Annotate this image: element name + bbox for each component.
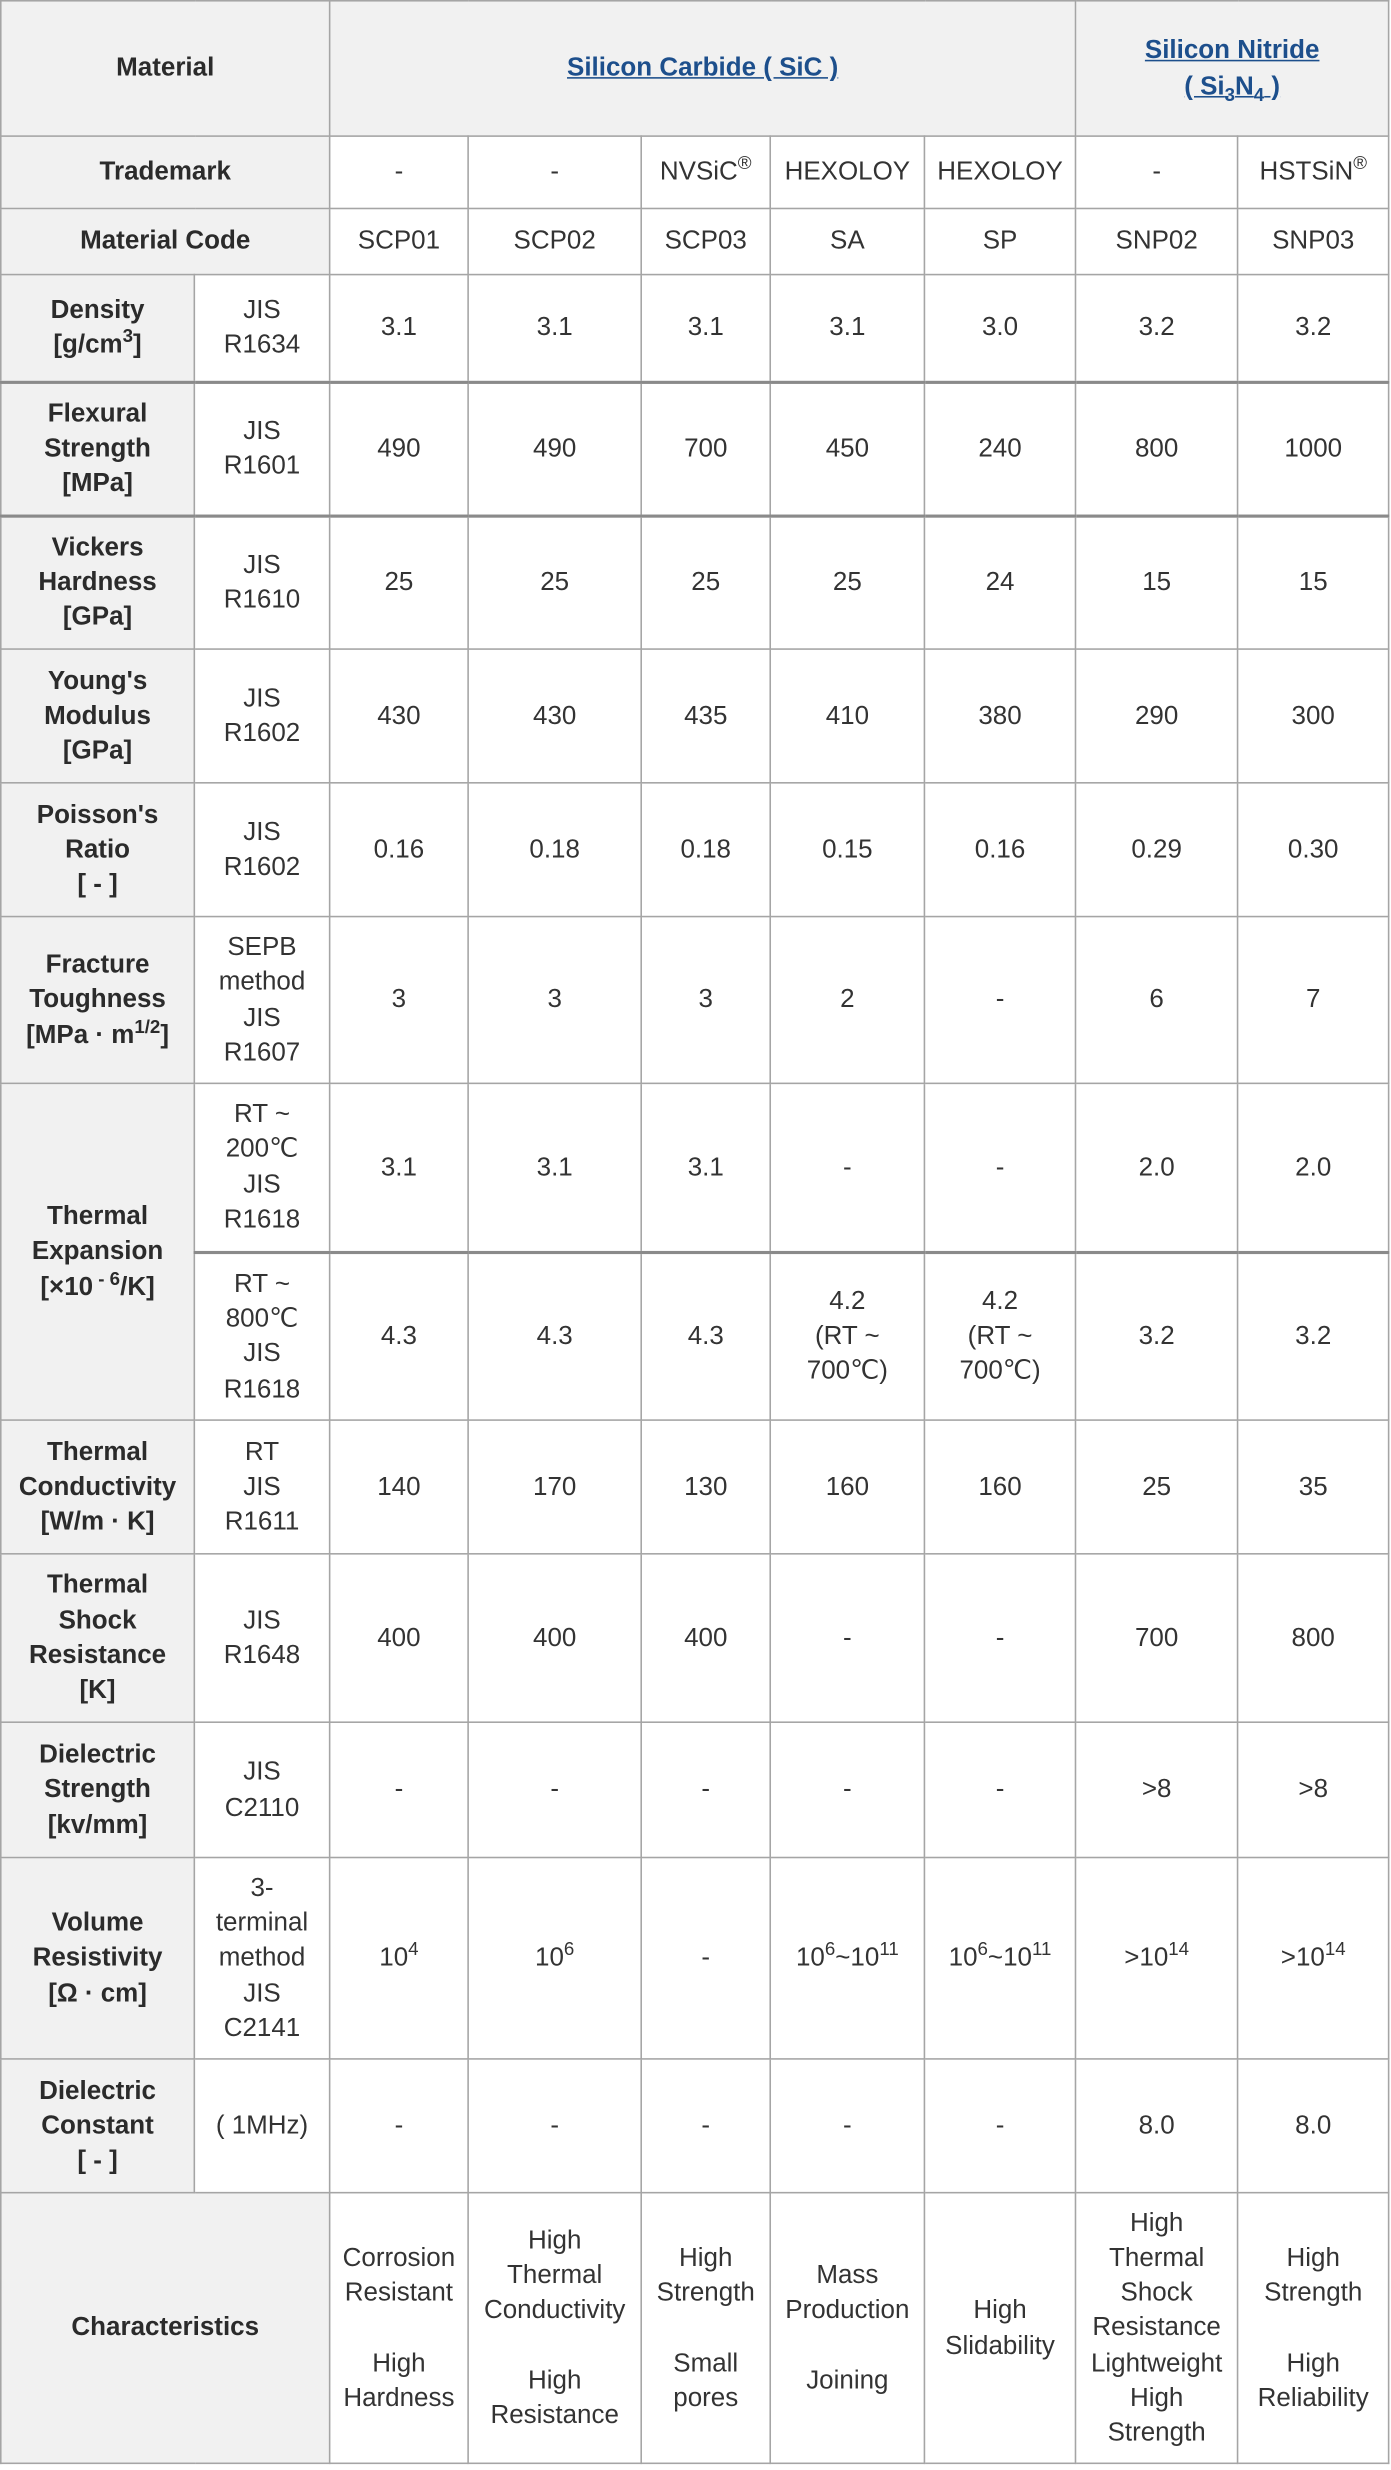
density-standard: JIS R1634: [194, 275, 329, 382]
dielectric-constant-row: [1, 2059, 1389, 2193]
trademark-cell: -: [330, 136, 468, 208]
flexural-strength-value: 450: [770, 382, 924, 516]
flexural-strength-value: 700: [641, 382, 770, 516]
characteristics-label: Characteristics: [1, 2193, 330, 2464]
thermal-shock-label: Thermal Shock Resistance [K]: [1, 1554, 195, 1722]
dielectric-strength-row: [1, 1722, 1389, 1857]
vickers-hardness-value: 25: [770, 515, 924, 649]
vickers-hardness-value: 15: [1076, 515, 1238, 649]
density-row: [1, 275, 1389, 382]
sic-header: [330, 1, 1076, 136]
dielectric-strength-value: -: [468, 1722, 641, 1857]
trademark-cell: -: [468, 136, 641, 208]
flexural-strength-row: [1, 382, 1389, 516]
dielectric-strength-value: -: [924, 1722, 1075, 1857]
fracture-toughness-value: 3: [641, 917, 770, 1084]
header-row: [1, 1, 1389, 136]
thermal-expansion-label: Thermal Expansion [×10 $^{- 6}$/K]: [1, 1083, 195, 1420]
trademark-cell: NVSiC®: [641, 136, 770, 208]
thermal-conductivity-row: [1, 1420, 1389, 1554]
dielectric-strength-value: -: [330, 1722, 468, 1857]
flexural-strength-value: 800: [1076, 382, 1238, 516]
density-value: 3.0: [924, 275, 1075, 382]
thermal-expansion-row-200: [1, 1083, 1389, 1251]
poissons-ratio-standard: JIS R1602: [194, 783, 329, 917]
sin-header: [1076, 1, 1389, 136]
thermal-shock-value: -: [924, 1554, 1075, 1722]
thermal-expansion-standard-800: RT ~ 800℃ JIS R1618: [194, 1252, 329, 1420]
silicon-nitride-link[interactable]: [1081, 33, 1383, 106]
dielectric-strength-value: >8: [1076, 1722, 1238, 1857]
trademark-label: Trademark: [1, 136, 330, 208]
dielectric-strength-label: Dielectric Strength [kv/mm]: [1, 1722, 195, 1857]
volume-resistivity-value: $>10^{14}$: [1238, 1858, 1389, 2059]
fracture-toughness-value: 7: [1238, 917, 1389, 1084]
thermal-expansion-value: 3.2: [1238, 1252, 1389, 1420]
characteristics-cell: High Thermal Shock Resistance Lightweight High Strength: [1076, 2193, 1238, 2464]
material-code-row: [1, 208, 1389, 274]
youngs-modulus-value: 430: [330, 649, 468, 783]
sin-title-line1: Silicon Nitride: [1144, 36, 1320, 65]
youngs-modulus-value: 435: [641, 649, 770, 783]
youngs-modulus-value: 410: [770, 649, 924, 783]
thermal-expansion-value: 3.1: [330, 1083, 468, 1251]
dielectric-constant-value: -: [330, 2059, 468, 2193]
volume-resistivity-standard: 3- terminal method JIS C2141: [194, 1858, 329, 2059]
thermal-expansion-value: 3.2: [1076, 1252, 1238, 1420]
youngs-modulus-value: 380: [924, 649, 1075, 783]
thermal-conductivity-standard: RT JIS R1611: [194, 1420, 329, 1554]
poissons-ratio-row: [1, 783, 1389, 917]
vickers-hardness-value: 25: [641, 515, 770, 649]
density-value: 3.2: [1238, 275, 1389, 382]
material-code-cell: SCP01: [330, 208, 468, 274]
trademark-cell: HEXOLOY: [770, 136, 924, 208]
dielectric-constant-value: -: [770, 2059, 924, 2193]
material-code-cell: SNP03: [1238, 208, 1389, 274]
youngs-modulus-value: 300: [1238, 649, 1389, 783]
fracture-toughness-standard: SEPB method JIS R1607: [194, 917, 329, 1084]
dielectric-constant-value: 8.0: [1076, 2059, 1238, 2193]
density-value: 3.2: [1076, 275, 1238, 382]
thermal-conductivity-value: 160: [770, 1420, 924, 1554]
flexural-strength-standard: JIS R1601: [194, 382, 329, 516]
poissons-ratio-value: 0.16: [924, 783, 1075, 917]
poissons-ratio-value: 0.16: [330, 783, 468, 917]
volume-resistivity-row: [1, 1858, 1389, 2059]
vickers-hardness-row: [1, 515, 1389, 649]
thermal-expansion-value: 4.3: [641, 1252, 770, 1420]
flexural-strength-value: 490: [468, 382, 641, 516]
thermal-expansion-value: -: [924, 1083, 1075, 1251]
thermal-shock-value: 400: [641, 1554, 770, 1722]
thermal-shock-value: 700: [1076, 1554, 1238, 1722]
fracture-toughness-row: [1, 917, 1389, 1084]
flexural-strength-value: 240: [924, 382, 1075, 516]
sin-title-line2: ( $Si_3N_4$ ): [1184, 71, 1281, 106]
youngs-modulus-label: Young's Modulus [GPa]: [1, 649, 195, 783]
thermal-shock-value: 400: [330, 1554, 468, 1722]
thermal-expansion-value: 2.0: [1076, 1083, 1238, 1251]
material-header: [1, 1, 330, 136]
fracture-toughness-label: Fracture Toughness $[MPa \cdot m^{1/2}]$: [1, 917, 195, 1084]
dielectric-constant-value: 8.0: [1238, 2059, 1389, 2193]
volume-resistivity-value: $10^6$: [468, 1858, 641, 2059]
material-code-cell: SP: [924, 208, 1075, 274]
thermal-expansion-value: -: [770, 1083, 924, 1251]
fracture-toughness-value: 3: [330, 917, 468, 1084]
thermal-expansion-value: 3.1: [468, 1083, 641, 1251]
volume-resistivity-value: -: [641, 1858, 770, 2059]
poissons-ratio-value: 0.15: [770, 783, 924, 917]
youngs-modulus-value: 430: [468, 649, 641, 783]
dielectric-constant-standard: ( 1MHz): [194, 2059, 329, 2193]
dielectric-strength-standard: JIS C2110: [194, 1722, 329, 1857]
flexural-strength-value: 1000: [1238, 382, 1389, 516]
thermal-conductivity-value: 160: [924, 1420, 1075, 1554]
density-label: Density $[g/cm^3]$: [1, 275, 195, 382]
density-value: 3.1: [641, 275, 770, 382]
material-code-cell: SCP03: [641, 208, 770, 274]
characteristics-cell: Corrosion Resistant High Hardness: [330, 2193, 468, 2464]
thermal-conductivity-value: 25: [1076, 1420, 1238, 1554]
volume-resistivity-value: $>10^{14}$: [1076, 1858, 1238, 2059]
dielectric-strength-value: -: [770, 1722, 924, 1857]
dielectric-strength-value: >8: [1238, 1722, 1389, 1857]
trademark-cell: HSTSiN®: [1238, 136, 1389, 208]
thermal-expansion-value: 4.2 (RT ~ 700℃): [770, 1252, 924, 1420]
flexural-strength-label: Flexural Strength [MPa]: [1, 382, 195, 516]
thermal-shock-standard: JIS R1648: [194, 1554, 329, 1722]
youngs-modulus-value: 290: [1076, 649, 1238, 783]
thermal-expansion-value: 3.1: [641, 1083, 770, 1251]
thermal-conductivity-value: 130: [641, 1420, 770, 1554]
thermal-expansion-value: 4.2 (RT ~ 700℃): [924, 1252, 1075, 1420]
thermal-conductivity-value: 35: [1238, 1420, 1389, 1554]
characteristics-cell: High Thermal Conductivity High Resistance: [468, 2193, 641, 2464]
fracture-toughness-value: 3: [468, 917, 641, 1084]
material-code-cell: SNP02: [1076, 208, 1238, 274]
material-label: Material: [116, 54, 215, 83]
vickers-hardness-value: 25: [330, 515, 468, 649]
dielectric-strength-value: -: [641, 1722, 770, 1857]
trademark-cell: HEXOLOY: [924, 136, 1075, 208]
material-code-cell: SCP02: [468, 208, 641, 274]
thermal-conductivity-value: 170: [468, 1420, 641, 1554]
vickers-hardness-value: 24: [924, 515, 1075, 649]
poissons-ratio-value: 0.30: [1238, 783, 1389, 917]
vickers-hardness-standard: JIS R1610: [194, 515, 329, 649]
characteristics-cell: High Strength Small pores: [641, 2193, 770, 2464]
dielectric-constant-label: Dielectric Constant [ - ]: [1, 2059, 195, 2193]
density-value: 3.1: [468, 275, 641, 382]
material-code-label: Material Code: [1, 208, 330, 274]
volume-resistivity-value: $10^4$: [330, 1858, 468, 2059]
dielectric-constant-value: -: [641, 2059, 770, 2193]
youngs-modulus-row: [1, 649, 1389, 783]
vickers-hardness-value: 25: [468, 515, 641, 649]
thermal-expansion-value: 2.0: [1238, 1083, 1389, 1251]
thermal-conductivity-label: Thermal Conductivity [W/m · K]: [1, 1420, 195, 1554]
flexural-strength-value: 490: [330, 382, 468, 516]
thermal-expansion-value: 4.3: [468, 1252, 641, 1420]
characteristics-row: [1, 2193, 1389, 2464]
thermal-shock-value: 800: [1238, 1554, 1389, 1722]
characteristics-cell: High Slidability: [924, 2193, 1075, 2464]
trademark-row: [1, 136, 1389, 208]
density-value: 3.1: [330, 275, 468, 382]
characteristics-cell: High Strength High Reliability: [1238, 2193, 1389, 2464]
volume-resistivity-value: $10^6\sim 10^{11}$: [924, 1858, 1075, 2059]
poissons-ratio-value: 0.18: [468, 783, 641, 917]
thermal-conductivity-value: 140: [330, 1420, 468, 1554]
thermal-expansion-row-800: [1, 1252, 1389, 1420]
characteristics-cell: Mass Production Joining: [770, 2193, 924, 2464]
poissons-ratio-label: Poisson's Ratio [ - ]: [1, 783, 195, 917]
dielectric-constant-value: -: [924, 2059, 1075, 2193]
thermal-shock-row: [1, 1554, 1389, 1722]
silicon-carbide-link[interactable]: Silicon Carbide ( SiC ): [567, 54, 839, 83]
fracture-toughness-value: -: [924, 917, 1075, 1084]
fracture-toughness-value: 6: [1076, 917, 1238, 1084]
vickers-hardness-label: Vickers Hardness [GPa]: [1, 515, 195, 649]
trademark-cell: -: [1076, 136, 1238, 208]
volume-resistivity-value: $10^6\sim 10^{11}$: [770, 1858, 924, 2059]
density-value: 3.1: [770, 275, 924, 382]
thermal-expansion-value: 4.3: [330, 1252, 468, 1420]
thermal-shock-value: 400: [468, 1554, 641, 1722]
dielectric-constant-value: -: [468, 2059, 641, 2193]
volume-resistivity-label: Volume Resistivity [Ω · cm]: [1, 1858, 195, 2059]
poissons-ratio-value: 0.18: [641, 783, 770, 917]
fracture-toughness-value: 2: [770, 917, 924, 1084]
vickers-hardness-value: 15: [1238, 515, 1389, 649]
thermal-shock-value: -: [770, 1554, 924, 1722]
material-code-cell: SA: [770, 208, 924, 274]
poissons-ratio-value: 0.29: [1076, 783, 1238, 917]
thermal-expansion-standard-200: RT ~ 200℃ JIS R1618: [194, 1083, 329, 1251]
youngs-modulus-standard: JIS R1602: [194, 649, 329, 783]
